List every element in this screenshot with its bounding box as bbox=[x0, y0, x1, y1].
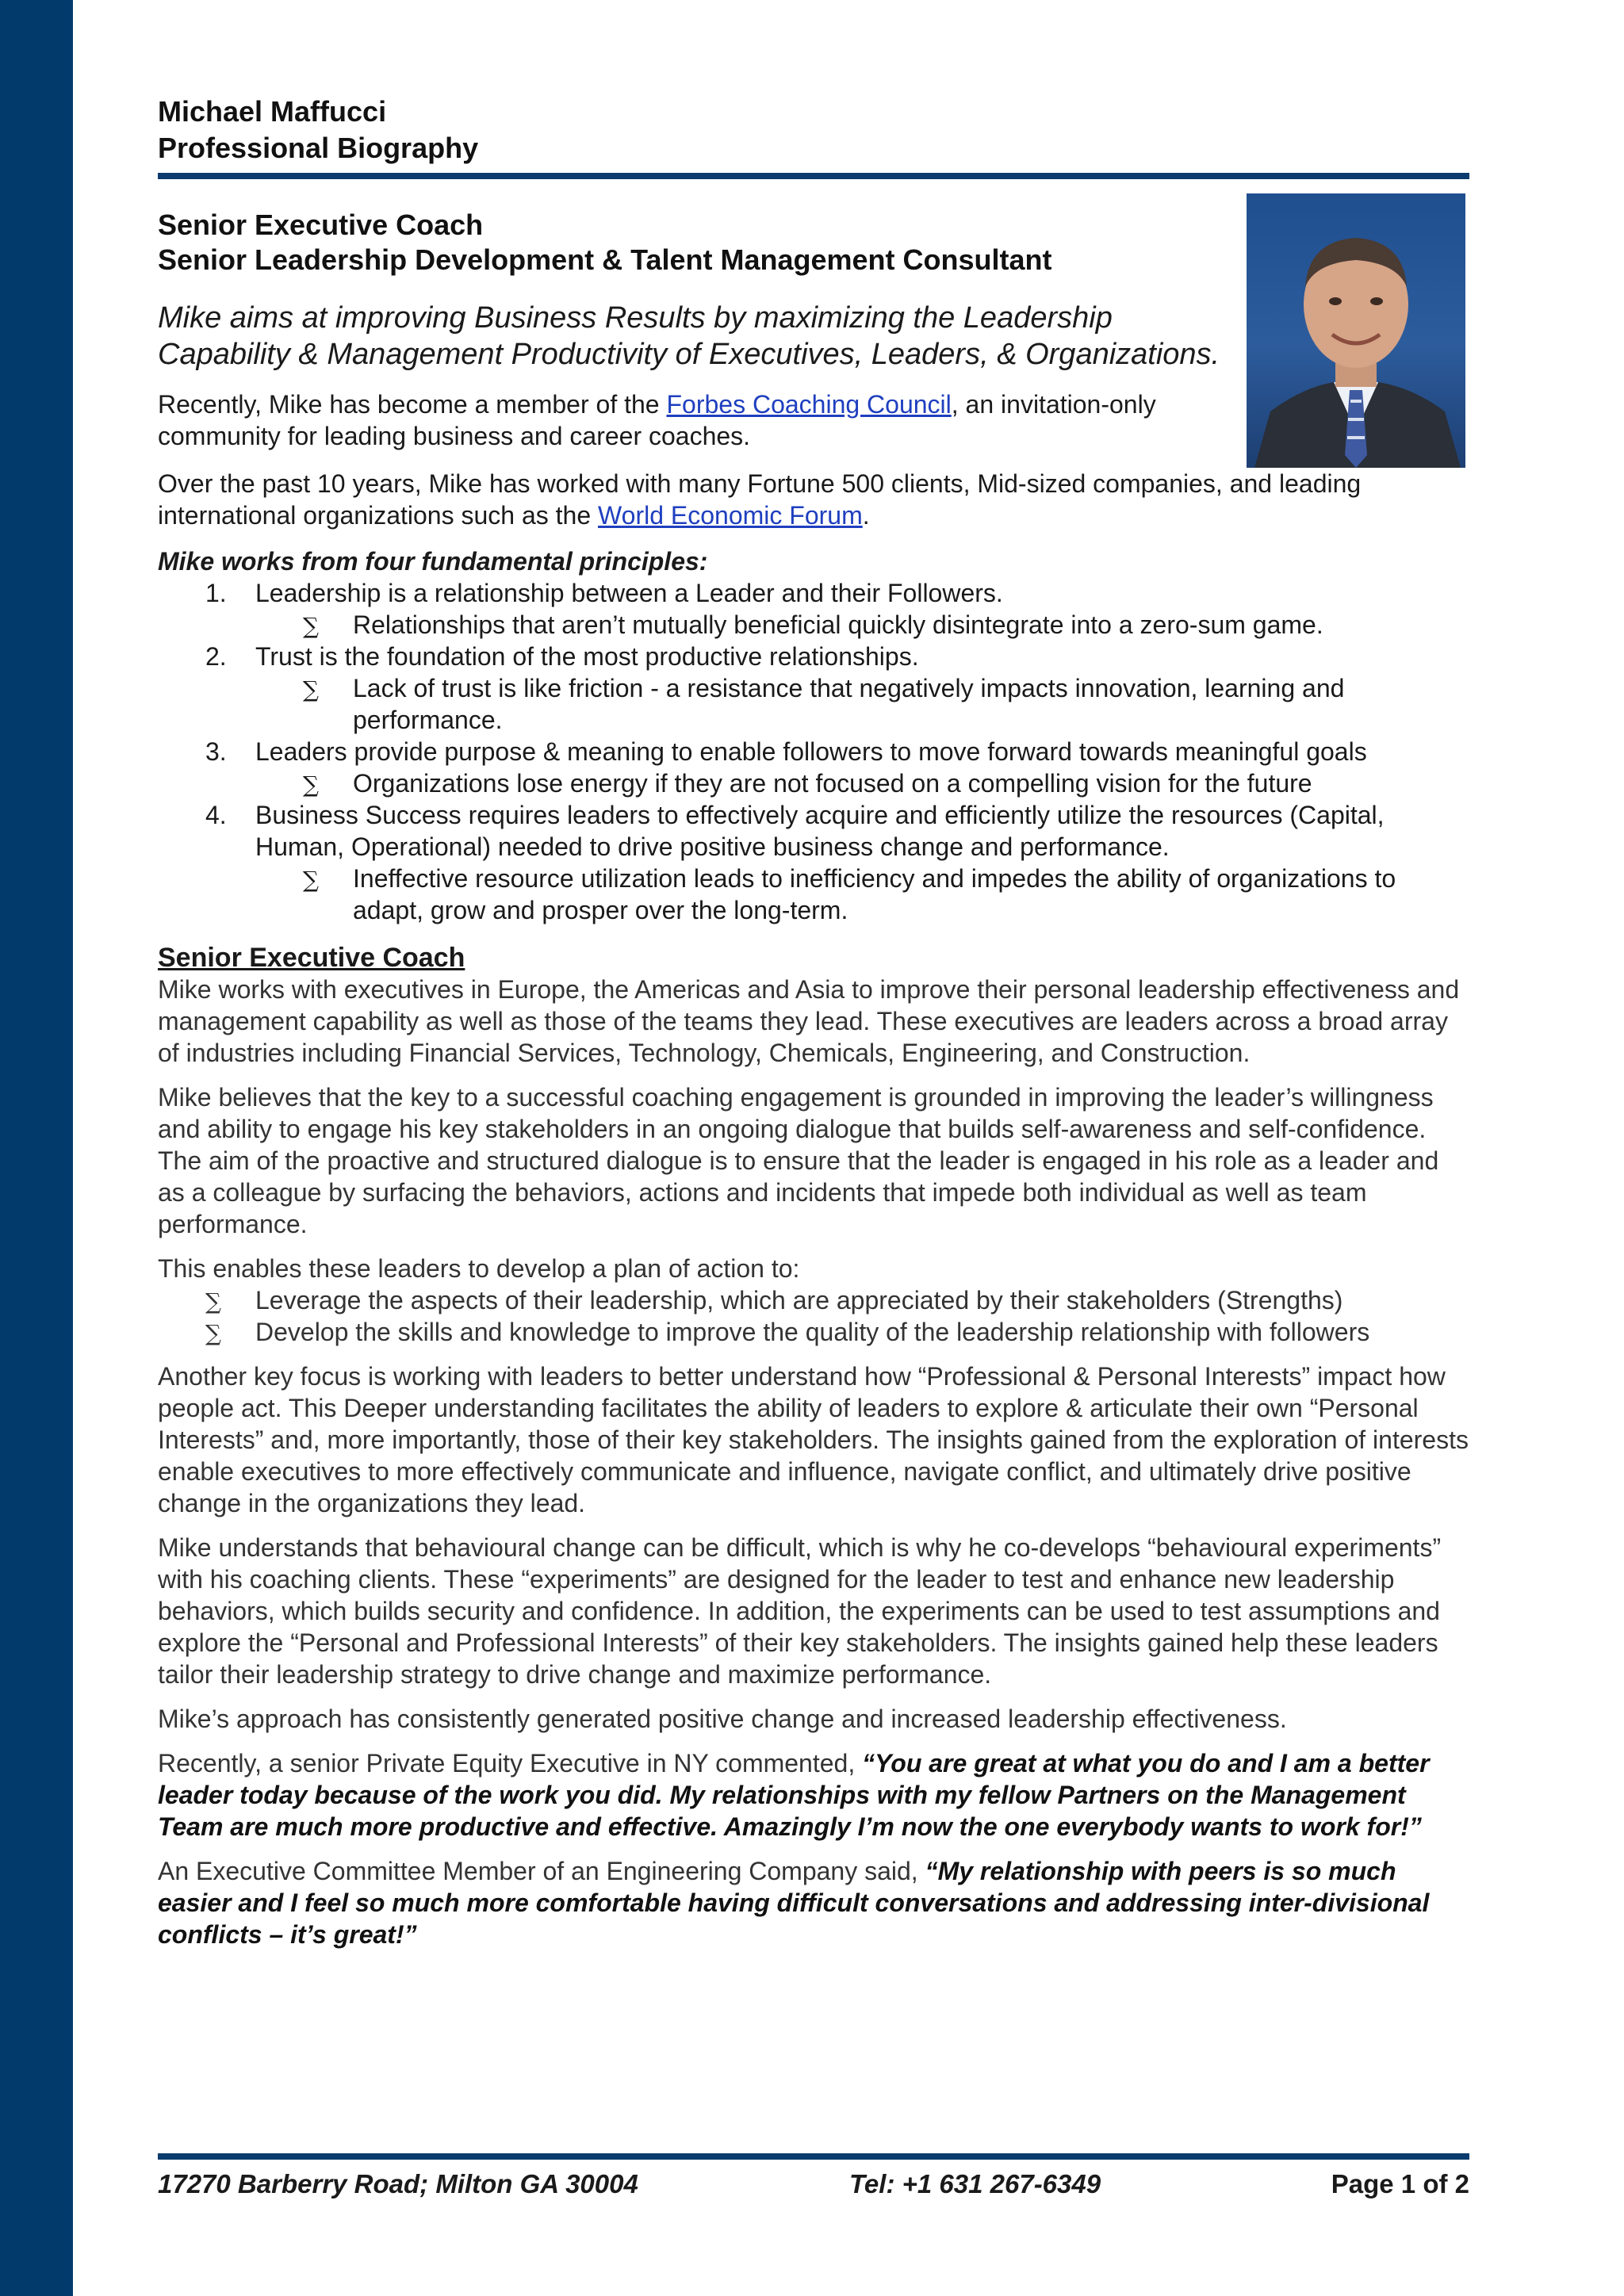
footer-address: 17270 Barberry Road; Milton GA 30004 bbox=[158, 2169, 638, 2198]
principle-item bbox=[158, 736, 1469, 799]
coach-paragraph-5: Mike understands that behavioural change can be difficult, which is why he co-develops “behavioural experiments” with his coaching clients. These “experiments” are designed for the leader to test and enhance new leadership behaviors, which builds security and confidence. In addition, the experiments can be used to test assumptions and explore the “Personal and Professional Interests” of their key stakeholders. The insights gained help these leaders tailor their leadership strategy to drive change and maximize performance. bbox=[158, 1533, 1442, 1689]
header bbox=[158, 94, 478, 166]
principle-sub-item bbox=[158, 672, 1469, 736]
testimonial-1-quote: “You are great at what you do and I am a better leader today because of the work you did. My relationships with my fellow Partners on the Management Team are much more productive and effective. Amazingly I’m now the one everybody wants to work for!” bbox=[158, 1749, 1430, 1841]
principle-text: Trust is the foundation of the most productive relationships. bbox=[255, 642, 919, 671]
principle-sub-item bbox=[158, 609, 1469, 641]
principle-number: 2. bbox=[205, 642, 227, 671]
content bbox=[158, 208, 1469, 1950]
forbes-link[interactable]: Forbes Coaching Council bbox=[666, 390, 952, 419]
principle-number: 4. bbox=[205, 801, 227, 829]
sidebar-bar bbox=[0, 0, 73, 2296]
principle-item bbox=[158, 577, 1469, 641]
sigma-bullet-icon: ∑ bbox=[205, 1320, 221, 1346]
principle-item bbox=[158, 641, 1469, 736]
sigma-bullet-icon: ∑ bbox=[303, 676, 319, 702]
action-bullet-text: Develop the skills and knowledge to improve the quality of the leadership relationship with followers bbox=[255, 1318, 1370, 1346]
action-bullets bbox=[158, 1284, 1469, 1348]
principle-sub-item bbox=[158, 863, 1469, 926]
forbes-text-before: Recently, Mike has become a member of the bbox=[158, 390, 667, 419]
principle-text: Business Success requires leaders to effectively acquire and efficiently utilize the resources (Capital, Human, Operational) needed to drive positive business change and performance. bbox=[255, 801, 1385, 861]
sigma-bullet-icon: ∑ bbox=[303, 613, 319, 639]
header-name: Michael Maffucci bbox=[158, 95, 387, 128]
sigma-bullet-icon: ∑ bbox=[303, 867, 319, 893]
principle-sub-text: Ineffective resource utilization leads to inefficiency and impedes the ability of organizations to adapt, grow and prosper over the long-term. bbox=[353, 864, 1396, 924]
testimonial-2-lead: An Executive Committee Member of an Engineering Company said, bbox=[158, 1857, 925, 1885]
action-bullet-item bbox=[158, 1316, 1469, 1348]
testimonial-2 bbox=[158, 1855, 1469, 1950]
coach-paragraph-2: Mike believes that the key to a successful coaching engagement is grounded in improving the leader’s willingness and ability to engage his key stakeholders in an ongoing dialogue that builds self-awareness and self-confidence. The aim of the proactive and structured dialogue is to ensure that the leader is engaged in his role as a leader and as a colleague by surfacing the behaviors, actions and incidents that impede both individual as well as team performance. bbox=[158, 1083, 1439, 1238]
tagline: Mike aims at improving Business Results by maximizing the Leadership Capability & Management Productivity of Executives, Leaders, & Organizations. bbox=[158, 301, 1220, 371]
action-bullet-item bbox=[158, 1284, 1469, 1316]
principle-sub-text: Lack of trust is like friction - a resistance that negatively impacts innovation, learning and performance. bbox=[353, 674, 1345, 734]
principle-number: 3. bbox=[205, 737, 227, 766]
footer-page-number: Page 1 of 2 bbox=[1331, 2169, 1469, 2198]
footer bbox=[158, 2164, 1469, 2204]
principle-subs bbox=[158, 767, 1469, 799]
principle-sub-text: Relationships that aren’t mutually beneficial quickly disintegrate into a zero-sum game. bbox=[353, 610, 1323, 639]
sigma-bullet-icon: ∑ bbox=[205, 1288, 221, 1314]
principle-subs bbox=[158, 672, 1469, 736]
testimonial-2-quote: “My relationship with peers is so much easier and I feel so much more comfortable having difficult conversations and addressing inter-divisional conflicts – it’s great!” bbox=[158, 1857, 1430, 1949]
coach-section-heading: Senior Executive Coach bbox=[158, 943, 465, 973]
principle-sub-text: Organizations lose energy if they are not focused on a compelling vision for the future bbox=[353, 769, 1312, 798]
principle-number: 1. bbox=[205, 579, 227, 607]
header-subtitle: Professional Biography bbox=[158, 132, 479, 164]
principle-item bbox=[158, 799, 1469, 926]
wef-link[interactable]: World Economic Forum bbox=[598, 501, 863, 530]
principles-heading: Mike works from four fundamental principles: bbox=[158, 547, 708, 576]
coach-paragraph-3: This enables these leaders to develop a plan of action to: bbox=[158, 1254, 800, 1283]
sigma-bullet-icon: ∑ bbox=[303, 771, 319, 798]
principle-subs bbox=[158, 863, 1469, 926]
principles-list bbox=[158, 577, 1469, 926]
testimonial-1 bbox=[158, 1747, 1469, 1843]
principle-sub-item bbox=[158, 767, 1469, 799]
principle-text: Leadership is a relationship between a Leader and their Followers. bbox=[255, 579, 1003, 607]
footer-telephone: Tel: +1 631 267-6349 bbox=[849, 2169, 1101, 2198]
testimonial-1-lead: Recently, a senior Private Equity Executive in NY commented, bbox=[158, 1749, 863, 1777]
wef-paragraph bbox=[158, 468, 1469, 531]
principle-subs bbox=[158, 609, 1469, 641]
coach-paragraph-1: Mike works with executives in Europe, the Americas and Asia to improve their personal leadership effectiveness and management capability as well as those of the teams they lead. These executives are leaders across a broad array of industries including Financial Services, Technology, Chemicals, Engineering, and Construction. bbox=[158, 975, 1460, 1067]
forbes-text-after: , an invitation-only community for leading business and career coaches. bbox=[158, 390, 1156, 450]
forbes-paragraph bbox=[158, 388, 1197, 452]
coach-paragraph-6: Mike’s approach has consistently generated positive change and increased leadership effectiveness. bbox=[158, 1705, 1287, 1733]
wef-text-after: . bbox=[862, 501, 870, 530]
title-consultant: Senior Leadership Development & Talent Management Consultant bbox=[158, 243, 1052, 276]
title-senior-executive-coach: Senior Executive Coach bbox=[158, 209, 484, 241]
action-bullet-text: Leverage the aspects of their leadership, which are appreciated by their stakeholders (Strengths) bbox=[255, 1286, 1343, 1314]
wef-text-before: Over the past 10 years, Mike has worked with many Fortune 500 clients, Mid-sized companies, and leading international organizations such as the bbox=[158, 469, 1362, 530]
page bbox=[158, 0, 1469, 2296]
principle-text: Leaders provide purpose & meaning to enable followers to move forward towards meaningful goals bbox=[255, 737, 1367, 766]
bottom-rule bbox=[158, 2153, 1469, 2160]
top-rule bbox=[158, 173, 1469, 179]
coach-paragraph-4: Another key focus is working with leaders to better understand how “Professional & Personal Interests” impact how people act. This Deeper understanding facilitates the ability of leaders to explore & articulate their own “Personal Interests” and, more importantly, those of their key stakeholders. The insights gained from the exploration of interests enable executives to more effectively communicate and influence, navigate conflict, and ultimately drive positive change in the organizations they lead. bbox=[158, 1362, 1469, 1517]
